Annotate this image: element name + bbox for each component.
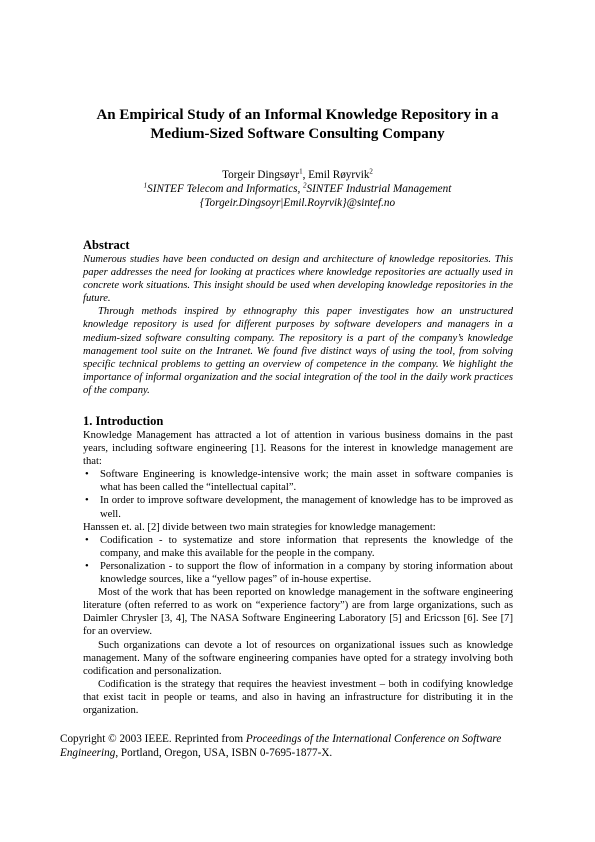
list-item — [83, 560, 513, 586]
abstract-paragraph-1: Numerous studies have been conducted on design and architecture of knowledge repositories. This paper addresses the need for looking at practices where knowledge repositories are actually used in concrete work situations. This insight should be used when developing knowledge repositories in the future. — [83, 254, 513, 305]
author-1-affil-mark: 1 — [299, 167, 303, 176]
affil-2: SINTEF Industrial Management — [306, 183, 452, 195]
author-list — [100, 168, 495, 182]
intro-paragraph-1: Knowledge Management has attracted a lot of attention in various business domains in the past years, including software engineering [1]. Reasons for the interest in knowledge management are that: — [83, 430, 513, 468]
author-email: {Torgeir.Dingsoyr|Emil.Royrvik}@sintef.no — [199, 197, 396, 209]
bullet-icon: • — [85, 560, 89, 572]
list-item-text: Software Engineering is knowledge-intensive work; the main asset in software companies is what has been called the “intellectual capital”. — [100, 469, 513, 494]
paper-title — [80, 106, 515, 144]
copyright-venue: Proceedings of the International Conference on Software Engineering — [60, 733, 502, 759]
strategies-list — [83, 534, 513, 586]
introduction-body — [83, 429, 513, 717]
affiliations — [60, 182, 535, 196]
list-item-text: Personalization - to support the flow of information in a company by storing information about knowledge sources, like a “yellow pages” of in-house expertise. — [100, 560, 513, 586]
introduction-heading: 1. Introduction — [83, 414, 164, 428]
bullet-icon: • — [85, 495, 89, 507]
list-item — [83, 534, 513, 560]
intro-paragraph-4: Such organizations can devote a lot of resources on organizational issues such as knowledge management. Many of the software engineering companies have opted for a strategy involving both codification and personalization. — [83, 639, 513, 677]
copyright-notice — [60, 732, 520, 760]
author-separator: , — [302, 169, 309, 181]
copyright-prefix: Copyright © 2003 IEEE. Reprinted from — [60, 733, 246, 745]
affil-2-mark: 2 — [303, 181, 307, 190]
bullet-icon: • — [85, 469, 89, 481]
list-item-text: In order to improve software development, the management of knowledge has to be improved as well. — [100, 495, 513, 520]
author-1-name: Torgeir Dingsøyr — [222, 169, 300, 181]
title-line-2: Medium-Sized Software Consulting Company — [150, 126, 445, 142]
abstract-body — [83, 253, 513, 397]
title-line-1: An Empirical Study of an Informal Knowledge Repository in a — [96, 107, 499, 123]
copyright-suffix: , Portland, Oregon, USA, ISBN 0-7695-1877-X. — [115, 747, 333, 759]
bullet-icon: • — [85, 534, 89, 546]
intro-paragraph-3: Most of the work that has been reported on knowledge management in the software engineering literature (often referred to as work on “experience factory”) are from large organizations, such as Daimler Chrysler [3, 4], The NASA Software Engineering Laboratory [5] and Ericsson [6]. See [7] for an overview. — [83, 587, 513, 638]
intro-paragraph-2: Hanssen et. al. [2] divide between two main strategies for knowledge management: — [83, 521, 436, 533]
abstract-heading: Abstract — [83, 238, 130, 252]
affil-1-mark: 1 — [143, 181, 148, 190]
intro-paragraph-5: Codification is the strategy that requires the heaviest investment – both in codifying knowledge that exist tacit in people or teams, and also in having an infrastructure for distributing it in the organization. — [83, 678, 513, 716]
list-item-text: Codification - to systematize and store information that represents the knowledge of the company, and make this available for the people in the company. — [100, 534, 513, 559]
author-2-affil-mark: 2 — [369, 167, 373, 176]
list-item — [83, 468, 513, 494]
abstract-paragraph-2: Through methods inspired by ethnography this paper investigates how an unstructured knowledge repository is used for different purposes by software developers and managers in a medium-sized software consulting company. The repository is a part of the company’s knowledge management tool suite on the Intranet. We found five distinct ways of using the tool, from solving specific technical problems to getting an overview of competence in the company. We highlight the importance of informal organization and the social integration of the tool in the daily work practices of the company. — [83, 306, 513, 396]
reasons-list — [83, 468, 513, 520]
list-item — [83, 494, 513, 520]
author-2-name: Emil Røyrvik — [308, 169, 370, 181]
affil-1: SINTEF Telecom and Informatics, — [147, 183, 304, 195]
